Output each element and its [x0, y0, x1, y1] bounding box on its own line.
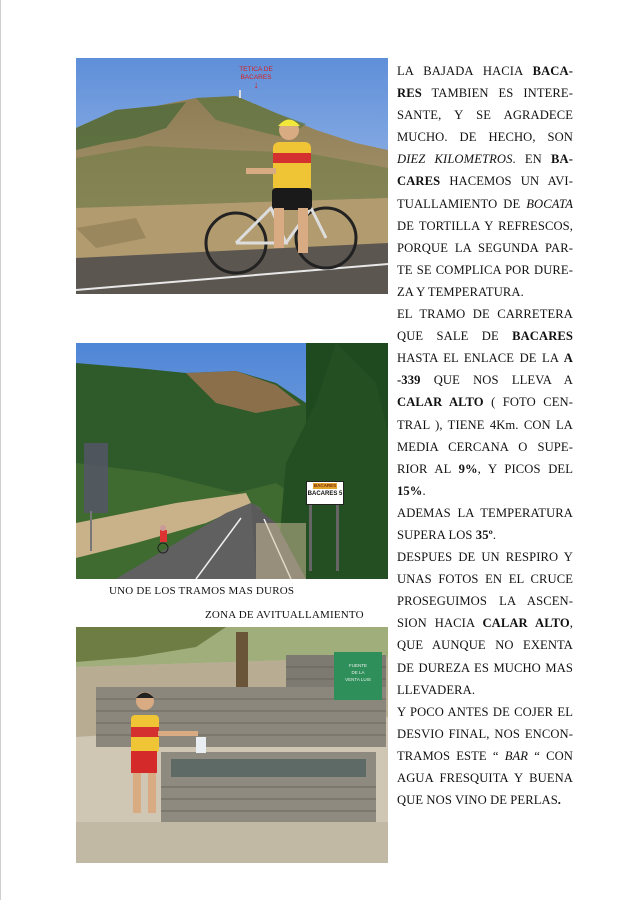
text-run: . EN — [512, 152, 551, 167]
text-run: . — [422, 483, 426, 498]
italic-text: BOCATA — [526, 196, 573, 211]
italic-text: BAR — [504, 748, 529, 763]
fountain-sign-line2: DE LA — [351, 670, 365, 675]
fountain-sign-line3: VENTA LUIS — [345, 677, 371, 682]
text-run: , Y PICOS DEL — [477, 461, 574, 476]
article-paragraph — [397, 303, 573, 502]
road-sign-bacares — [306, 481, 344, 505]
bold-text: BA-CARES — [397, 152, 573, 189]
text-run: , QUE AUNQUE NO EXENTA DE DUREZA ES MUCHO MAS LLEVADERA. — [397, 616, 574, 697]
article-paragraph — [397, 546, 573, 701]
page-edge — [0, 0, 1, 900]
bold-text: BACARES — [512, 329, 573, 344]
bold-text: CALAR ALTO — [397, 395, 484, 410]
article-paragraph — [397, 502, 573, 546]
peak-label-text: TETICA DE BACARES — [239, 66, 273, 81]
text-run: LA BAJADA HACIA — [397, 64, 533, 78]
text-run: DE TORTILLA Y REFRESCOS, PORQUE LA SEGUNDA PAR-TE SE COMPLICA POR DURE-ZA Y TEMPERATURA. — [397, 218, 573, 299]
bold-text: 35º — [475, 527, 493, 542]
text-run: . — [492, 527, 497, 542]
text-run: QUE NOS LLEVA A — [420, 373, 573, 388]
text-run: “ CON AGUA FRESQUITA Y BUENA QUE NOS VINO DE PERLAS — [397, 748, 573, 808]
fountain-sign-line1: FUENTE — [349, 663, 367, 668]
article-text-column — [397, 60, 573, 811]
bold-text: CALAR ALTO — [482, 616, 570, 631]
caption-refreshment-zone: ZONA DE AVITUALLAMIENTO — [205, 609, 364, 621]
bold-text: A -339 — [397, 351, 573, 388]
text-run: ( FOTO CEN-TRAL ), TIENE 4Km. CON LA MEDIA CERCANA O SUPE-RIOR AL — [397, 395, 573, 476]
photo-road-climb — [76, 343, 388, 579]
bold-text: BACA-RES — [397, 64, 573, 101]
photo-road-climb-image — [76, 343, 388, 579]
text-run: HASTA EL ENLACE DE LA — [397, 351, 564, 366]
fountain-sign — [334, 652, 382, 700]
article-paragraph — [397, 60, 573, 303]
text-run: ADEMAS LA TEMPERATURA SUPERA LOS — [397, 505, 573, 542]
text-run: HACEMOS UN AVI-TUALLAMIENTO DE — [397, 174, 573, 211]
road-sign-top-text: BACARES — [313, 483, 337, 488]
photo-fountain-stop — [76, 627, 388, 863]
bold-text: 9% — [458, 461, 478, 476]
peak-label — [226, 66, 286, 91]
text-run: EL TRAMO DE CARRETERA QUE SALE DE — [397, 307, 573, 344]
bold-text: . — [557, 793, 562, 808]
article-paragraph — [397, 701, 573, 811]
text-run: TAMBIEN ES INTERE-SANTE, Y SE AGRADECE MUCHO. DE HECHO, SON — [397, 86, 573, 145]
caption-hardest-section: UNO DE LOS TRAMOS MAS DUROS — [109, 585, 295, 597]
text-run: Y POCO ANTES DE COJER EL DESVIO FINAL, NOS ENCON-TRAMOS ESTE “ — [397, 704, 573, 763]
road-sign-bottom-text: BACARES 5 — [307, 491, 343, 497]
bold-text: 15% — [397, 483, 423, 498]
photo-cyclist-bacares-image — [76, 58, 388, 294]
italic-text: DIEZ KILOMETROS — [397, 152, 513, 167]
arrow-down-icon: ↓ — [253, 80, 259, 91]
text-run: DESPUES DE UN RESPIRO Y UNAS FOTOS EN EL CRUCE PROSEGUIMOS LA ASCEN-SION HACIA — [397, 550, 573, 631]
photo-cyclist-bacares — [76, 58, 388, 294]
